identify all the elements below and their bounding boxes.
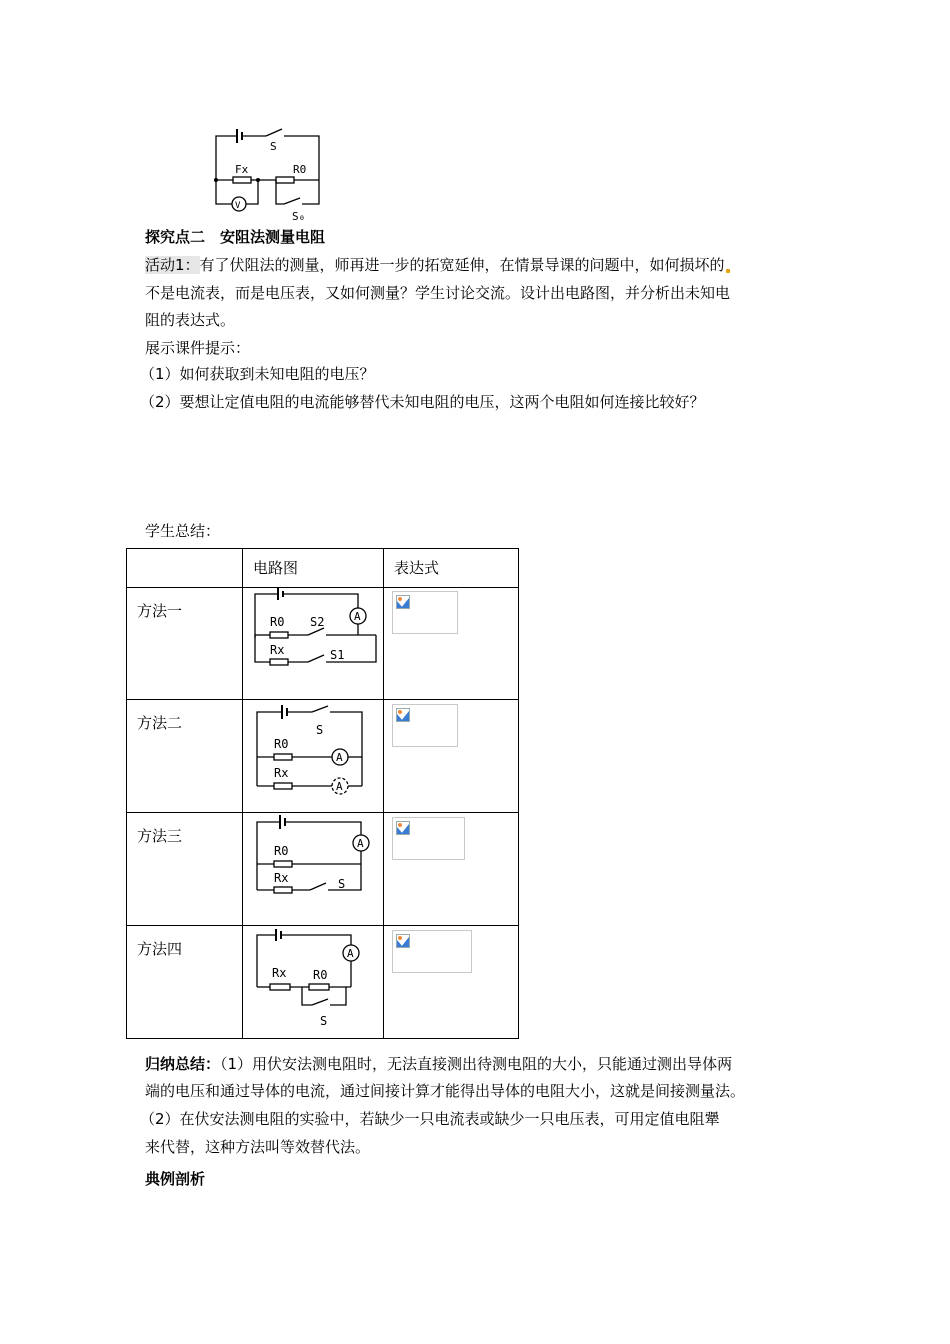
activity-line-1: 活动1：有了伏阻法的测量，师再进一步的拓宽延伸，在情景导课的问题中，如何损坏的 bbox=[145, 255, 731, 275]
method-label: 方法一 bbox=[127, 588, 243, 700]
activity-tag: 活动1： bbox=[145, 256, 200, 274]
top-s0-label: S₀ bbox=[292, 210, 306, 223]
svg-text:A: A bbox=[357, 837, 364, 850]
svg-text:A: A bbox=[336, 751, 343, 764]
broken-image-icon bbox=[396, 595, 410, 609]
conclusion-line-4: 来代替，这种方法叫等效替代法。 bbox=[145, 1138, 371, 1156]
svg-text:R0: R0 bbox=[270, 615, 285, 629]
svg-text:S: S bbox=[320, 1014, 328, 1028]
expression-image-placeholder bbox=[392, 591, 458, 634]
top-switch-label: S bbox=[270, 140, 277, 153]
top-r0-label: R0 bbox=[293, 163, 307, 176]
method-4-circuit bbox=[250, 925, 375, 1030]
method-label: 方法四 bbox=[127, 926, 243, 1039]
svg-text:S: S bbox=[316, 723, 324, 737]
header-empty-cell bbox=[127, 549, 243, 588]
expression-image-placeholder bbox=[392, 817, 465, 860]
svg-text:S: S bbox=[338, 877, 346, 891]
activity-line-2: 不是电流表，而是电压表，又如何测量？学生讨论交流。设计出电路图，并分析出未知电 bbox=[145, 284, 731, 302]
conclusion-line-1: 归纳总结：（1）用伏安法测电阻时，无法直接测出待测电阻的大小，只能通过测出导体两 bbox=[145, 1055, 733, 1073]
anchor-mark bbox=[726, 269, 730, 273]
svg-text:S2: S2 bbox=[310, 615, 325, 629]
conclusion-tag: 归纳总结： bbox=[145, 1055, 221, 1073]
activity-line-3: 阻的表达式。 bbox=[145, 311, 236, 329]
svg-text:R0: R0 bbox=[313, 968, 328, 982]
svg-text:R0: R0 bbox=[274, 737, 289, 751]
courseware-q2: （2）要想让定值电阻的电流能够替代未知电阻的电压，这两个电阻如何连接比较好？ bbox=[140, 393, 705, 411]
conclusion-line-3: （2）在伏安法测电阻的实验中，若缺少一只电流表或缺少一只电压表，可用定值电阻犟 bbox=[140, 1110, 720, 1128]
expression-image-placeholder bbox=[392, 704, 458, 747]
conclusion-line-2: 端的电压和通过导体的电流，通过间接计算才能得出导体的电阻大小，这就是间接测量法。 bbox=[145, 1082, 746, 1100]
student-summary-label: 学生总结： bbox=[145, 522, 221, 540]
broken-image-icon bbox=[396, 821, 410, 835]
expression-image-placeholder bbox=[392, 930, 472, 973]
top-circuit-diagram bbox=[200, 120, 340, 226]
svg-text:Rx: Rx bbox=[272, 966, 287, 980]
svg-text:R0: R0 bbox=[274, 844, 289, 858]
method-label: 方法二 bbox=[127, 700, 243, 813]
method-label: 方法三 bbox=[127, 813, 243, 926]
table-header-row bbox=[127, 549, 519, 588]
svg-text:A: A bbox=[336, 780, 343, 793]
svg-text:Rx: Rx bbox=[274, 871, 289, 885]
svg-text:Rx: Rx bbox=[270, 643, 285, 657]
svg-text:A: A bbox=[347, 947, 354, 960]
courseware-title: 展示课件提示： bbox=[145, 339, 251, 357]
section-heading: 探究点二 安阻法测量电阻 bbox=[145, 228, 326, 246]
ammeter-symbol: A bbox=[354, 610, 361, 623]
svg-text:Rx: Rx bbox=[274, 766, 289, 780]
svg-text:S1: S1 bbox=[330, 648, 345, 662]
top-rx-label: Fx bbox=[235, 163, 249, 176]
header-expression-cell: 表达式 bbox=[384, 549, 519, 588]
voltmeter-symbol: V bbox=[235, 201, 241, 211]
method-1-circuit bbox=[248, 586, 378, 672]
example-heading: 典例剖析 bbox=[145, 1170, 206, 1188]
broken-image-icon bbox=[396, 708, 410, 722]
courseware-q1: （1）如何获取到未知电阻的电压？ bbox=[140, 365, 375, 383]
header-diagram-cell: 电路图 bbox=[243, 549, 384, 588]
method-2-circuit bbox=[250, 700, 375, 795]
method-3-circuit bbox=[250, 812, 375, 897]
broken-image-icon bbox=[396, 934, 410, 948]
